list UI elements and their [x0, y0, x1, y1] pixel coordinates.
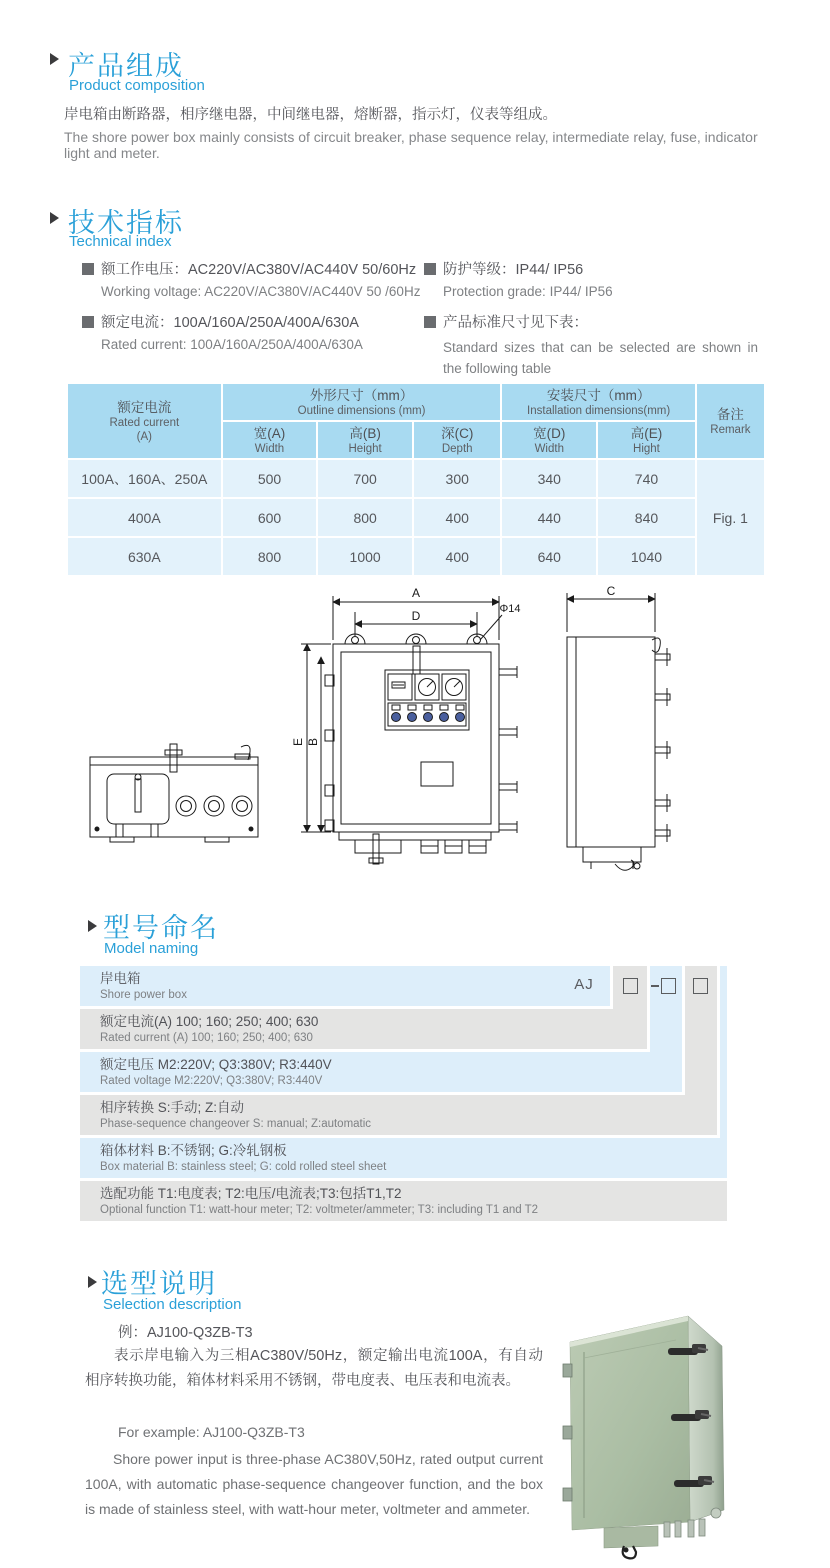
side-view-drawing	[567, 593, 670, 870]
bottom-view-drawing	[90, 744, 258, 842]
spec-standard-sizes-en: Standard sizes that can be selected are shown in the following table	[443, 340, 758, 376]
selection-example-en: For example: AJ100-Q3ZB-T3	[118, 1424, 305, 1440]
model-code-box	[661, 978, 676, 994]
cell-hight-e: 840	[598, 499, 695, 536]
cell-width-d: 340	[502, 460, 596, 497]
spec-rated-current-en: Rated current: 100A/160A/250A/400A/630A	[101, 337, 363, 352]
composition-body-cn: 岸电箱由断路器，相序继电器，中间继电器，熔断器，指示灯，仪表等组成。	[64, 107, 557, 123]
table-row	[68, 499, 764, 536]
meter-panel-drawing	[385, 670, 469, 730]
cell-remark: Fig. 1	[697, 460, 764, 575]
model-row-rated-current: 额定电流(A) 100; 160; 250; 400; 630 Rated current (A) 100; 160; 250; 400; 630	[80, 1009, 647, 1049]
header-depth-c: 深(C) Depth	[414, 422, 501, 458]
dim-label-b: B	[306, 737, 320, 747]
model-code-prefix: AJ	[574, 976, 594, 993]
model-naming-title-cn: 型号命名	[103, 913, 219, 943]
technical-title-cn: 技术指标	[68, 208, 184, 238]
section-marker-icon	[88, 1276, 97, 1288]
cell-height-b: 700	[318, 460, 412, 497]
selection-desc-cn: 表示岸电输入为三相AC380V/50Hz，额定输出电流100A，有自动相序转换功能，箱体材料采用不锈钢，带电度表、电压表和电流表。	[85, 1348, 543, 1389]
composition-title-en: Product composition	[69, 77, 205, 94]
spec-working-voltage-en: Working voltage: AC220V/AC380V/AC440V 50 /60Hz	[101, 284, 421, 299]
cell-height-b: 800	[318, 499, 412, 536]
dim-label-d: D	[411, 609, 421, 623]
cell-current: 400A	[68, 499, 221, 536]
cell-current: 630A	[68, 538, 221, 575]
selection-title-cn: 选型说明	[101, 1269, 217, 1299]
header-outline-group: 外形尺寸（mm） Outline dimensions (mm)	[223, 384, 501, 420]
selection-example-cn: 例：AJ100-Q3ZB-T3	[118, 1325, 253, 1341]
square-bullet-icon	[82, 316, 94, 328]
spec-protection-grade: 防护等级：IP44/ IP56	[424, 258, 583, 279]
dimensions-table-wrap	[66, 382, 766, 577]
model-code-box	[693, 978, 708, 994]
header-hight-e: 高(E) Hight	[598, 422, 695, 458]
cell-hight-e: 740	[598, 460, 695, 497]
technical-drawing	[55, 582, 775, 877]
selection-desc-en: Shore power input is three-phase AC380V,50Hz, rated output current 100A, with automatic phase-sequence changeover function, and the box is made of stainless steel, with watt-hour meter, voltmeter and ammeter.	[85, 1451, 543, 1517]
table-row	[68, 460, 764, 497]
selection-title-en: Selection description	[103, 1296, 242, 1313]
cell-width-d: 440	[502, 499, 596, 536]
section-marker-icon	[88, 920, 97, 932]
model-row-phase-changeover: 相序转换 S:手动; Z:自动 Phase-sequence changeover S: manual; Z:automatic	[80, 1095, 717, 1135]
composition-body-en: The shore power box mainly consists of circuit breaker, phase sequence relay, intermediate relay, fuse, indicator light and meter.	[64, 129, 758, 161]
model-row-shore-power-box: 岸电箱 Shore power box	[80, 966, 610, 1006]
header-rated-current: 额定电流 Rated current (A)	[68, 384, 221, 458]
model-code-box	[623, 978, 638, 994]
cell-current: 100A、160A、250A	[68, 460, 221, 497]
header-remark: 备注 Remark	[697, 384, 764, 458]
spec-rated-current: 额定电流：100A/160A/250A/400A/630A	[82, 311, 359, 332]
header-width-d: 宽(D) Width	[502, 422, 596, 458]
bottom-hook	[623, 1546, 636, 1558]
spec-working-voltage: 额工作电压：AC220V/AC380V/AC440V 50/60Hz	[82, 258, 416, 279]
section-marker-icon	[50, 53, 59, 65]
cell-depth-c: 400	[414, 499, 501, 536]
model-naming-title-en: Model naming	[104, 940, 199, 957]
cell-depth-c: 300	[414, 460, 501, 497]
cell-height-b: 1000	[318, 538, 412, 575]
header-width-a: 宽(A) Width	[223, 422, 317, 458]
technical-title-en: Technical index	[69, 233, 172, 250]
cell-depth-c: 400	[414, 538, 501, 575]
header-install-group: 安装尺寸（mm） Installation dimensions(mm)	[502, 384, 694, 420]
spec-standard-sizes: 产品标准尺寸见下表：	[424, 311, 588, 332]
section-marker-icon	[50, 212, 59, 224]
model-naming-diagram	[80, 966, 727, 1221]
bottom-flange	[604, 1526, 658, 1548]
model-row-optional-function: 选配功能 T1:电度表; T2:电压/电流表;T3:包括T1,T2 Optional function T1: watt-hour meter; T2: voltmeter/ammeter; T3: including T1 and T2	[80, 1181, 727, 1221]
header-height-b: 高(B) Height	[318, 422, 412, 458]
dim-label-phi14: Φ14	[499, 603, 521, 615]
dash-icon	[651, 985, 659, 987]
cell-hight-e: 1040	[598, 538, 695, 575]
product-photo	[548, 1300, 820, 1560]
dim-label-a: A	[411, 586, 421, 600]
cell-width-a: 600	[223, 499, 317, 536]
model-row-box-material: 箱体材料 B:不锈钢; G:冷轧钢板 Box material B: stainless steel; G: cold rolled steel sheet	[80, 1138, 727, 1178]
square-bullet-icon	[82, 263, 94, 275]
dimensions-table	[66, 382, 766, 577]
square-bullet-icon	[424, 263, 436, 275]
composition-title-cn: 产品组成	[68, 51, 184, 81]
cell-width-a: 800	[223, 538, 317, 575]
square-bullet-icon	[424, 316, 436, 328]
hook-bolt	[624, 1548, 629, 1553]
dim-label-e: E	[291, 737, 305, 747]
eyelet	[711, 1508, 721, 1518]
cell-width-d: 640	[502, 538, 596, 575]
model-code-dash-box	[651, 978, 676, 999]
model-row-rated-voltage: 额定电压 M2:220V; Q3:380V; R3:440V Rated voltage M2:220V; Q3:380V; R3:440V	[80, 1052, 682, 1092]
cell-width-a: 500	[223, 460, 317, 497]
spec-protection-grade-en: Protection grade: IP44/ IP56	[443, 284, 613, 299]
dim-label-c: C	[606, 584, 616, 598]
front-view-drawing	[301, 596, 517, 864]
table-row	[68, 538, 764, 575]
